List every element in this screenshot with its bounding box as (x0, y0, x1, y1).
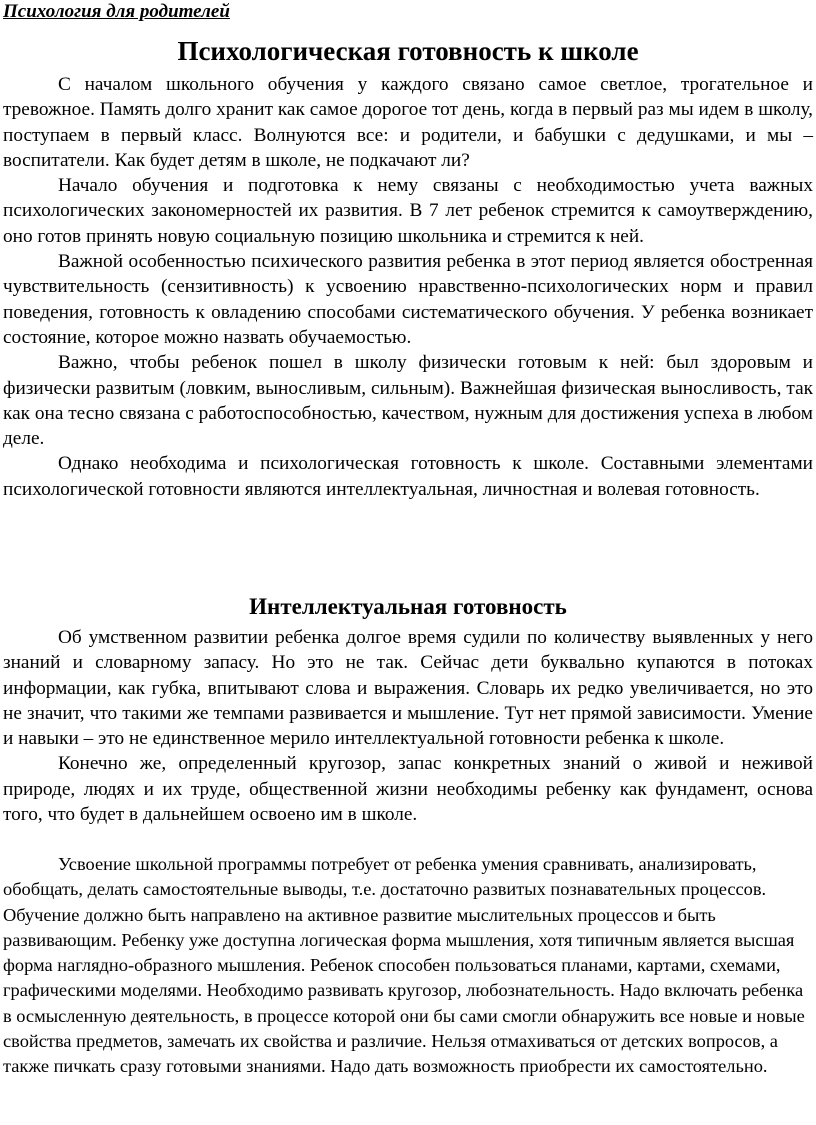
section-text (3, 625, 813, 827)
paragraph: Начало обучения и подготовка к нему связаны с необходимостью учета важных психологических закономерностей их развития. В 7 лет ребенок стремится к самоутверждению, оно готов принять новую социальную позицию школьника и стремится к ней. (3, 175, 813, 247)
closing-text (3, 852, 813, 1080)
paragraph: Важной особенностью психического развития ребенка в этот период является обостренная чувствительность (сензитивность) к усвоению нравственно-психологических норм и правил поведения, готовность к овладению способами систематического обучения. У ребенка возникает состояние, которое можно назвать обучаемостью. (3, 251, 813, 348)
paragraph: Усвоение школьной программы потребует от ребенка умения сравнивать, анализировать, обобщать, делать самостоятельные выводы, т.е. достаточно развитых познавательных процессов. Обучение должно быть направлено на активное развитие мыслительных процессов и быть развивающим. Ребенку уже доступна логическая форма мышления, хотя типичным является высшая форма наглядно-образного мышления. Ребенок способен пользоваться планами, картами, схемами, графическими моделями. Необходимо развивать кругозор, любознательность. Надо включать ребенка в осмысленную деятельность, в процессе которой они бы сами смогли обнаружить все новые и новые свойства предметов, замечать их свойства и различие. Нельзя отмахиваться от детских вопросов, а также пичкать сразу готовыми знаниями. Надо дать возможность приобрести их самостоятельно. (3, 854, 805, 1077)
intro-text (3, 72, 813, 502)
page-title: Психологическая готовность к школе (177, 36, 639, 66)
paragraph: Важно, чтобы ребенок пошел в школу физически готовым к ней: был здоровым и физически развитым (ловким, выносливым, сильным). Важнейшая физическая выносливость, так как она тесно связана с работоспособностью, качеством, нужным для достижения успеха в любом деле. (3, 352, 813, 450)
paragraph: С началом школьного обучения у каждого связано самое светлое, трогательное и тревожное. Память долго хранит как самое дорогое тот день, когда в первый раз мы идем в школу, поступаем в первый класс. Волнуются все: и родители, и бабушки с дедушками, и мы – воспитатели. Как будет детям в школе, не подкачают ли? (3, 74, 813, 171)
section-header-label: Психология для родителей (3, 1, 230, 22)
paragraph: Об умственном развитии ребенка долгое время судили по количеству выявленных у него знаний и словарному запасу. Но это не так. Сейчас дети буквально купаются в потоках информации, как губка, впитывают слова и выражения. Словарь их редко увеличивается, но это не значит, что такими же темпами развивается и мышление. Тут нет прямой зависимости. Умение и навыки – это не единственное мерило интеллектуальной готовности ребенка к школе. (3, 627, 813, 750)
section-heading: Интеллектуальная готовность (249, 594, 567, 619)
paragraph: Однако необходима и психологическая готовность к школе. Составными элементами психологической готовности являются интеллектуальная, личностная и волевая готовность. (3, 453, 813, 500)
paragraph: Конечно же, определенный кругозор, запас конкретных знаний о живой и неживой природе, людях и их труде, общественной жизни необходимы ребенку как фундамент, основа того, что будет в дальнейшем освоено им в школе. (3, 753, 813, 826)
